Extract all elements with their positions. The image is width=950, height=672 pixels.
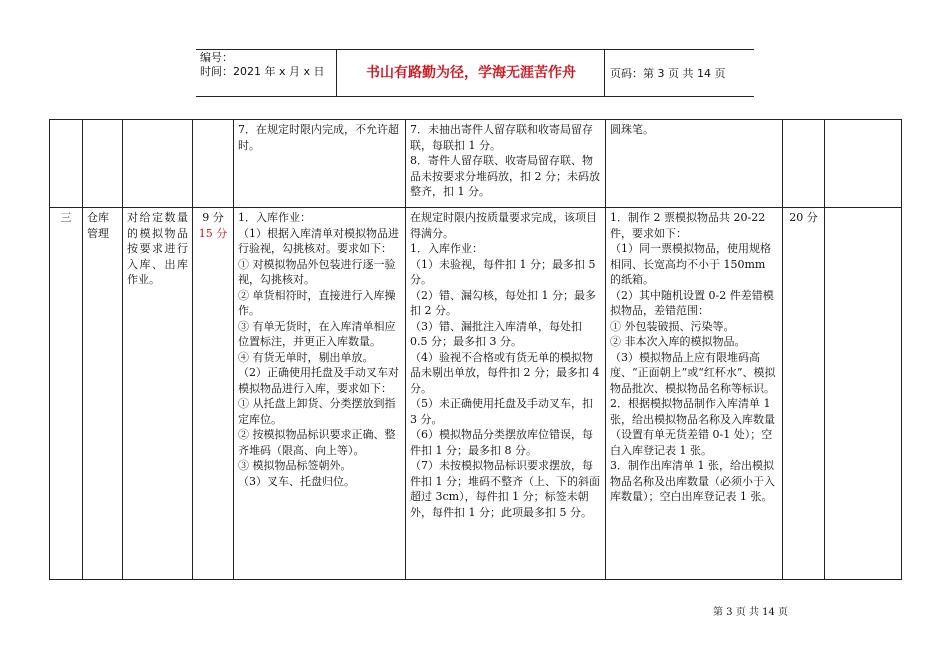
material-cell [606, 120, 783, 208]
standard-line: ① 对模拟物品外包装进行逐一验视，勾挑核对。 [238, 257, 396, 286]
header-meta [200, 51, 325, 79]
score-cell [193, 120, 234, 208]
seq-cell [50, 120, 83, 208]
table-row [50, 120, 902, 208]
material-line: 1．制作 2 票模拟物品共 20-22 件，要求如下： [610, 211, 766, 240]
material-line: 3．制作出库清单 1 张，给出模拟物品名称及出库数量（必须小于入库数量）；空白出库登记表 1 张。 [610, 459, 775, 503]
seq-cell: 三 [50, 208, 83, 580]
material-line: 2．根据模拟物品制作入库清单 1 张，给出模拟物品名称及入库数量（设置有单无货差错 0-1 处）；空白入库登记表 1 张。 [610, 397, 775, 457]
serial-label: 编号： [200, 51, 233, 64]
deduct-line: 在规定时限内按质量要求完成，该项目得满分。 [410, 211, 597, 240]
standard-line: （1）根据入库清单对模拟物品进行验视，勾挑核对。要求如下： [238, 226, 399, 255]
deduct-cell [406, 208, 606, 580]
header-bottom-rule [196, 96, 754, 97]
standard-line: ③ 有单无货时，在入库清单相应位置标注，并更正入库数量。 [238, 319, 396, 348]
score-cell [193, 208, 234, 580]
standard-cell [234, 208, 406, 580]
standard-line: ② 单货相符时，直接进行入库操作。 [238, 288, 396, 317]
note-cell [825, 120, 902, 208]
header-divider [336, 49, 337, 96]
header-top-rule [196, 49, 754, 50]
deduct-line: （5）未正确使用托盘及手动叉车，扣 3 分。 [410, 397, 593, 426]
material-line: （3）模拟物品上应有限堆码高度、“正面朝上”或“红杯水”、模拟物品批次、模拟物品名称等标识。 [610, 350, 776, 395]
standard-line: （3）叉车、托盘归位。 [238, 474, 355, 488]
deduct-cell [406, 120, 606, 208]
deduct-line: （4）验视不合格或有货无单的模拟物品未剔出单放，每件扣 2 分；最多扣 4 分。 [410, 350, 600, 395]
standard-line: ④ 有货无单时，剔出单放。 [238, 350, 374, 364]
deduct-line: 7．未抽出寄件人留存联和收寄局留存联，每联扣 1 分。 [410, 123, 593, 152]
score-new: 15 分 [198, 226, 228, 240]
standard-line: 1．入库作业： [238, 211, 311, 224]
score-old: 9 分 [202, 211, 224, 224]
task-cell [123, 120, 193, 208]
deduct-line: （3）错、漏批注入库清单，每处扣 0.5 分；最多扣 3 分。 [410, 319, 582, 348]
material-line: （1）同一票模拟物品，使用规格相同、长宽高均不小于 150mm 的纸箱。 [610, 242, 771, 286]
module-cell [83, 120, 123, 208]
standard-line: ③ 模拟物品标签朝外。 [238, 459, 352, 472]
material-line: 圆珠笔。 [610, 123, 654, 136]
time-cell: 20 分 [783, 208, 825, 580]
table-row [50, 208, 902, 580]
time-cell [783, 120, 825, 208]
material-line: ① 外包装破损、污染等。 [610, 319, 735, 333]
page-footer: 第 3 页 共 14 页 [713, 607, 788, 618]
standard-cell [234, 120, 406, 208]
header-divider [604, 49, 605, 96]
time-label: 时间：2021 年 x 月 x 日 [200, 65, 325, 78]
standard-line: 7．在规定时限内完成，不允许超时。 [238, 123, 399, 152]
deduct-line: 1．入库作业： [410, 242, 483, 255]
deduct-line: （1）未验视，每件扣 1 分；最多扣 5 分。 [410, 257, 596, 286]
deduct-line: （2）错、漏勾核，每处扣 1 分；最多扣 2 分。 [410, 288, 596, 317]
page-label: 页码：第 3 页 共 14 页 [610, 67, 726, 80]
module-cell: 仓库管理 [83, 208, 123, 580]
standard-line: ① 从托盘上卸货、分类摆放到指定库位。 [238, 397, 396, 426]
material-line: ② 非本次入库的模拟物品。 [610, 335, 746, 348]
scoring-table [49, 119, 902, 580]
standard-line: ② 按模拟物品标识要求正确、整齐堆码（限高、向上等）。 [238, 428, 396, 457]
material-cell [606, 208, 783, 580]
standard-line: （2）正确使用托盘及手动叉车对模拟物品进行入库，要求如下： [238, 366, 399, 395]
note-cell [825, 208, 902, 580]
deduct-line: （6）模拟物品分类摆放库位错误，每件扣 1 分；最多扣 8 分。 [410, 428, 593, 457]
deduct-line: 8．寄件人留存联、收寄局留存联、物品未按要求分堆码放，扣 2 分；未码放整齐，扣 1 分。 [410, 154, 600, 198]
motto: 书山有路勤为径，学海无涯苦作舟 [366, 65, 576, 81]
task-cell: 对给定数量的模拟物品按要求进行入库、出库作业。 [123, 208, 193, 580]
deduct-line: （7）未按模拟物品标识要求摆放，每件扣 1 分；堆码不整齐（上、下的斜面超过 3cm），每件扣 1 分；标签未朝外，每件扣 1 分；此项最多扣 5 分。 [410, 459, 600, 519]
material-line: （2）其中随机设置 0-2 件差错模拟物品，差错范围： [610, 288, 774, 317]
